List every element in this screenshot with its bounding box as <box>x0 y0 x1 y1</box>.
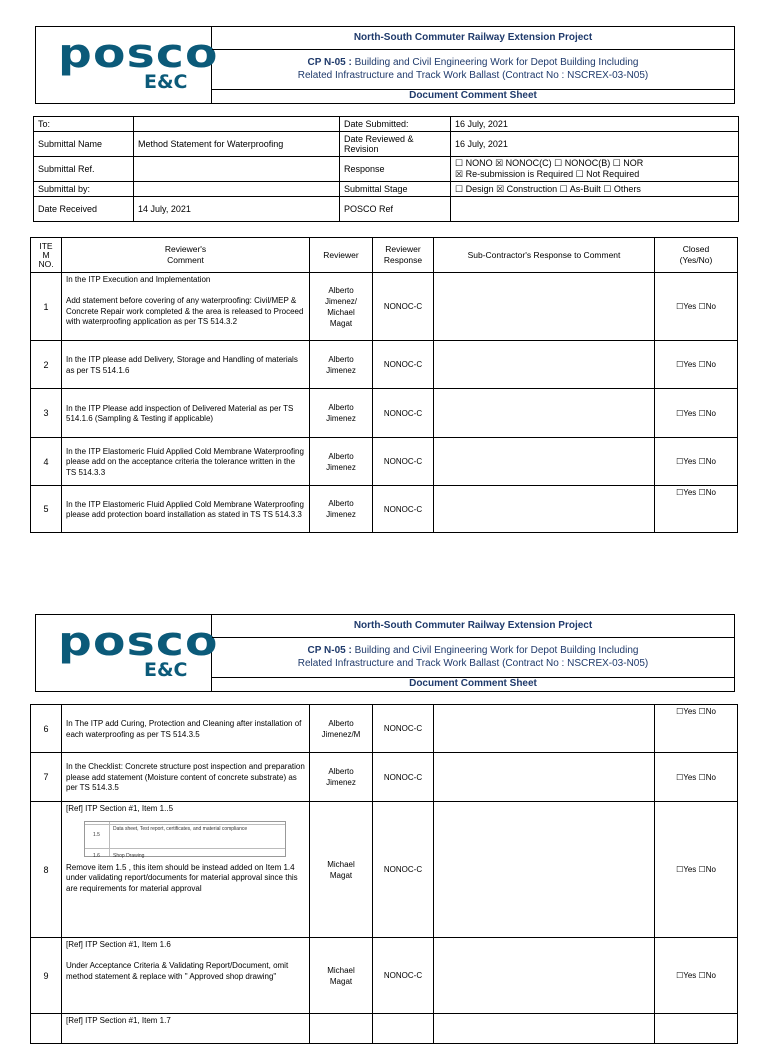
closed-checkboxes[interactable]: ☐Yes ☐No <box>655 938 738 1014</box>
item-no: 3 <box>31 389 62 438</box>
reviewer-response: NONOC-C <box>373 802 434 938</box>
reviewer-response: NONOC-C <box>373 389 434 438</box>
logo-sub: E&C <box>144 71 188 93</box>
submittal-by-label: Submittal by: <box>34 182 134 197</box>
reviewer-name: Alberto Jimenez <box>310 389 373 438</box>
date-reviewed-value: 16 July, 2021 <box>451 132 739 157</box>
col-closed: Closed (Yes/No) <box>655 238 738 273</box>
closed-checkboxes[interactable]: ☐Yes ☐No <box>655 802 738 938</box>
project-title: North-South Commuter Railway Extension Project <box>212 615 734 638</box>
to-label: To: <box>34 117 134 132</box>
reviewer-comment: [Ref] ITP Section #1, Item 1.6 Under Acceptance Criteria & Validating Report/Document, omit method statement & replace with " Approved shop drawing" <box>62 938 310 1014</box>
logo-text: posco <box>58 619 219 665</box>
sub-response[interactable] <box>434 438 655 486</box>
closed-checkboxes[interactable]: ☐Yes ☐No <box>655 705 738 753</box>
table-row <box>31 705 738 753</box>
closed-checkboxes[interactable]: ☐Yes ☐No <box>655 486 738 533</box>
reviewer-name: Michael Magat <box>310 938 373 1014</box>
item-no: 4 <box>31 438 62 486</box>
table-row <box>31 938 738 1014</box>
reviewer-comment: In the Checklist: Concrete structure post inspection and preparation please add statement (Moisture content of concrete substrate) as per TS 514.3.5 <box>62 753 310 802</box>
sub-response[interactable] <box>434 389 655 438</box>
table-row <box>31 1014 738 1044</box>
reviewer-comment: In the ITP Please add inspection of Delivered Material as per TS 514.1.6 (Sampling & Testing if applicable) <box>62 389 310 438</box>
table-row <box>31 438 738 486</box>
reviewer-name: Alberto Jimenez <box>310 341 373 389</box>
reviewer-response: NONOC-C <box>373 438 434 486</box>
item-no: 7 <box>31 753 62 802</box>
contract-description: CP N-05 : Building and Civil Engineering Work for Depot Building Including Related Infrastructure and Track Work Ballast (Contract No : NSCREX-03-N05) <box>212 49 734 90</box>
comment-table-page-2 <box>30 704 738 1044</box>
closed-checkboxes[interactable]: ☐Yes ☐No <box>655 753 738 802</box>
reviewer-name <box>310 1014 373 1044</box>
comment-ref: [Ref] ITP Section #1, Item 1..5 <box>66 804 174 813</box>
reviewer-comment: In the ITP Execution and Implementation Add statement before covering of any waterproofing: Civil/MEP & Concrete Repair work completed & the area is released to Proceed with waterproofing application as per TS 514.3.2 <box>62 273 310 341</box>
submittal-name-label: Submittal Name <box>34 132 134 157</box>
reviewer-comment: In the ITP Elastomeric Fluid Applied Cold Membrane Waterproofing please add on the acceptance criteria the tolerance written in the TS 514.3.3 <box>62 438 310 486</box>
itp-excerpt-image: 1.5 Data sheet, Test report, certificates, and material compliance 1.6 Shop Drawing <box>84 821 286 857</box>
logo-sub: E&C <box>144 659 188 681</box>
sub-response[interactable] <box>434 486 655 533</box>
reviewer-response: NONOC-C <box>373 486 434 533</box>
submittal-stage-label: Submittal Stage <box>340 182 451 197</box>
item-no: 2 <box>31 341 62 389</box>
date-submitted-value: 16 July, 2021 <box>451 117 739 132</box>
table-row <box>31 486 738 533</box>
reviewer-response: NONOC-C <box>373 753 434 802</box>
sub-response[interactable] <box>434 753 655 802</box>
table-row <box>31 802 738 938</box>
submittal-name-value: Method Statement for Waterproofing <box>134 132 340 157</box>
posco-logo <box>36 27 219 103</box>
closed-checkboxes[interactable] <box>655 1014 738 1044</box>
reviewer-name: Alberto Jimenez/ Michael Magat <box>310 273 373 341</box>
reviewer-comment: In The ITP add Curing, Protection and Cleaning after installation of each waterproofing as per TS 514.3.5 <box>62 705 310 753</box>
logo-text: posco <box>58 31 219 77</box>
sub-response[interactable] <box>434 341 655 389</box>
project-title: North-South Commuter Railway Extension Project <box>212 27 734 50</box>
reviewer-name: Alberto Jimenez <box>310 438 373 486</box>
submittal-by-value <box>134 182 340 197</box>
closed-checkboxes[interactable]: ☐Yes ☐No <box>655 341 738 389</box>
date-received-value: 14 July, 2021 <box>134 197 340 222</box>
reviewer-name: Alberto Jimenez <box>310 486 373 533</box>
table-row <box>31 273 738 341</box>
col-reviewer: Reviewer <box>310 238 373 273</box>
reviewer-name: Alberto Jimenez <box>310 753 373 802</box>
comment-text: Remove item 1.5 , this item should be instead added on Item 1.4 under validating report/documents for material approval since this are requirements for material approval <box>66 862 298 893</box>
submittal-ref-value <box>134 157 340 182</box>
reviewer-response: NONOC-C <box>373 705 434 753</box>
date-submitted-label: Date Submitted: <box>340 117 451 132</box>
reviewer-comment: In the ITP please add Delivery, Storage and Handling of materials as per TS 514.1.6 <box>62 341 310 389</box>
sub-response[interactable] <box>434 1014 655 1044</box>
document-header-page-2 <box>35 614 735 692</box>
response-options: ☐ NONO ☒ NONOC(C) ☐ NONOC(B) ☐ NOR ☒ Re-submission is Required ☐ Not Required <box>451 157 739 182</box>
posco-ref-label: POSCO Ref <box>340 197 451 222</box>
submittal-ref-label: Submittal Ref. <box>34 157 134 182</box>
reviewer-response: NONOC-C <box>373 938 434 1014</box>
col-sub-response: Sub-Contractor's Response to Comment <box>434 238 655 273</box>
reviewer-name: Michael Magat <box>310 802 373 938</box>
item-no: 8 <box>31 802 62 938</box>
response-label: Response <box>340 157 451 182</box>
to-value <box>134 117 340 132</box>
item-no: 6 <box>31 705 62 753</box>
reviewer-comment <box>62 802 310 938</box>
sheet-title: Document Comment Sheet <box>409 678 537 689</box>
sheet-title: Document Comment Sheet <box>409 90 537 101</box>
reviewer-response <box>373 1014 434 1044</box>
closed-checkboxes[interactable]: ☐Yes ☐No <box>655 273 738 341</box>
posco-ref-value <box>451 197 739 222</box>
submittal-info-table <box>33 116 739 222</box>
contract-description: CP N-05 : Building and Civil Engineering Work for Depot Building Including Related Infrastructure and Track Work Ballast (Contract No : NSCREX-03-N05) <box>212 637 734 678</box>
reviewer-response: NONOC-C <box>373 341 434 389</box>
sub-response[interactable] <box>434 273 655 341</box>
col-response: Reviewer Response <box>373 238 434 273</box>
col-item-no: ITE M NO. <box>31 238 62 273</box>
col-comment: Reviewer's Comment <box>62 238 310 273</box>
date-reviewed-label: Date Reviewed & Revision <box>340 132 451 157</box>
reviewer-response: NONOC-C <box>373 273 434 341</box>
sub-response[interactable] <box>434 938 655 1014</box>
item-no: 1 <box>31 273 62 341</box>
comment-table-page-1 <box>30 237 738 533</box>
reviewer-comment: [Ref] ITP Section #1, Item 1.7 <box>62 1014 310 1044</box>
sub-response[interactable] <box>434 705 655 753</box>
table-row <box>31 389 738 438</box>
reviewer-comment: In the ITP Elastomeric Fluid Applied Cold Membrane Waterproofing please add protection board installation as stated in TS TS 514.3.3 <box>62 486 310 533</box>
closed-checkboxes[interactable]: ☐Yes ☐No <box>655 438 738 486</box>
item-no: 9 <box>31 938 62 1014</box>
sub-response[interactable] <box>434 802 655 938</box>
table-row <box>31 341 738 389</box>
table-row <box>31 753 738 802</box>
closed-checkboxes[interactable]: ☐Yes ☐No <box>655 389 738 438</box>
item-no: 5 <box>31 486 62 533</box>
document-header <box>35 26 735 104</box>
item-no <box>31 1014 62 1044</box>
submittal-stage-options: ☐ Design ☒ Construction ☐ As-Built ☐ Others <box>451 182 739 197</box>
date-received-label: Date Received <box>34 197 134 222</box>
reviewer-name: Alberto Jimenez/M <box>310 705 373 753</box>
posco-logo <box>36 615 219 691</box>
